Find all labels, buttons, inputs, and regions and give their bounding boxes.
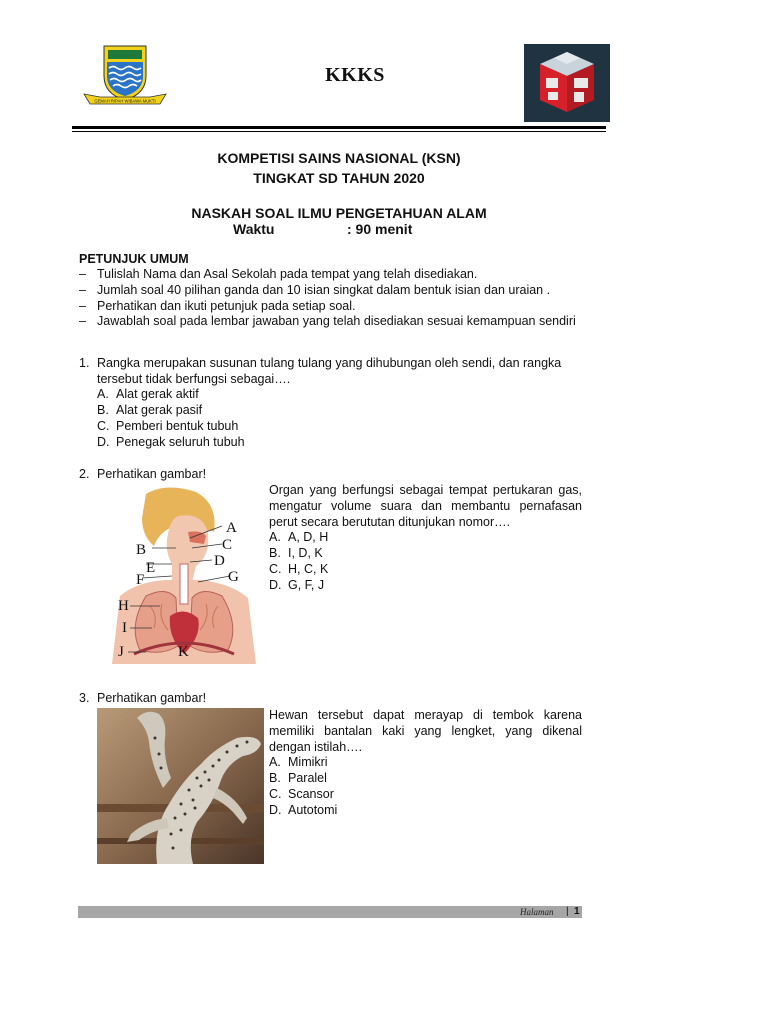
figure-label-I: I bbox=[122, 620, 127, 636]
figure-label-F: F bbox=[136, 572, 145, 588]
header-title: KKKS bbox=[325, 64, 385, 86]
page-number: 1 bbox=[574, 906, 580, 917]
option-text: Penegak seluruh tubuh bbox=[116, 435, 245, 449]
option-key: B. bbox=[269, 546, 281, 560]
option-text: A, D, H bbox=[288, 530, 329, 544]
instruction-text: Jumlah soal 40 pilihan ganda dan 10 isian singkat dalam bentuk isian dan uraian . bbox=[97, 283, 551, 297]
option-key: D. bbox=[269, 803, 282, 817]
answer-option[interactable] bbox=[269, 578, 324, 592]
exam-level: TINGKAT SD TAHUN 2020 bbox=[253, 170, 425, 186]
question-text: Rangka merupakan susunan tulang tulang yang dihubungan oleh sendi, dan rangka tersebut tidak berfungsi sebagai…. bbox=[97, 356, 562, 386]
option-text: I, D, K bbox=[288, 546, 323, 560]
answer-option[interactable] bbox=[97, 387, 199, 401]
option-text: Alat gerak aktif bbox=[116, 387, 199, 401]
figure-label-J: J bbox=[118, 644, 124, 660]
option-text: Autotomi bbox=[288, 803, 338, 817]
instruction-text: Tulislah Nama dan Asal Sekolah pada tempat yang telah disediakan. bbox=[97, 267, 478, 281]
time-value: : 90 menit bbox=[347, 221, 413, 237]
instruction-item: – Perhatikan dan ikuti petunjuk pada setiap soal. bbox=[79, 298, 583, 314]
footer-page-label: Halaman bbox=[520, 907, 554, 917]
instruction-item: – Jumlah soal 40 pilihan ganda dan 10 isian singkat dalam bentuk isian dan uraian . bbox=[79, 282, 583, 298]
answer-option[interactable] bbox=[269, 787, 334, 801]
option-key: A. bbox=[269, 530, 281, 544]
instruction-item: – Tulislah Nama dan Asal Sekolah pada tempat yang telah disediakan. bbox=[79, 266, 583, 282]
answer-option[interactable] bbox=[97, 435, 245, 449]
respiratory-system-image bbox=[106, 486, 262, 664]
option-text: Scansor bbox=[288, 787, 334, 801]
footer-separator: | bbox=[566, 906, 569, 917]
footer-bar bbox=[78, 906, 582, 918]
answer-option[interactable] bbox=[269, 771, 327, 785]
answer-option[interactable] bbox=[269, 562, 328, 576]
logo-motto-text: GEMAH RIPAH WIBAWA MUKTI bbox=[94, 98, 156, 104]
option-key: C. bbox=[269, 787, 282, 801]
option-key: B. bbox=[269, 771, 281, 785]
question-prompt: Perhatikan gambar! bbox=[97, 467, 207, 481]
exam-title: KOMPETISI SAINS NASIONAL (KSN) bbox=[217, 150, 461, 166]
instruction-text: Jawablah soal pada lembar jawaban yang telah disediakan sesuai kemampuan sendiri bbox=[97, 314, 576, 328]
option-key: C. bbox=[97, 419, 110, 433]
question-number: 1. bbox=[79, 356, 90, 370]
subject-title: NASKAH SOAL ILMU PENGETAHUAN ALAM bbox=[191, 205, 487, 221]
figure-label-D: D bbox=[214, 553, 225, 569]
cube-logo bbox=[524, 44, 610, 122]
question-number: 2. bbox=[79, 467, 90, 481]
instruction-item: – Jawablah soal pada lembar jawaban yang telah disediakan sesuai kemampuan sendiri bbox=[79, 313, 583, 329]
instructions-heading: PETUNJUK UMUM bbox=[79, 252, 189, 266]
figure-label-G: G bbox=[228, 569, 239, 585]
answer-option[interactable] bbox=[269, 530, 328, 544]
answer-option[interactable] bbox=[97, 419, 238, 433]
answer-option[interactable] bbox=[269, 755, 328, 769]
option-text: Alat gerak pasif bbox=[116, 403, 203, 417]
figure-label-A: A bbox=[226, 520, 237, 536]
instruction-text: Perhatikan dan ikuti petunjuk pada setiap soal. bbox=[97, 299, 356, 313]
answer-option[interactable] bbox=[269, 546, 323, 560]
header-rule bbox=[72, 126, 606, 129]
option-text: G, F, J bbox=[288, 578, 325, 592]
time-label: Waktu bbox=[233, 221, 275, 237]
option-key: B. bbox=[97, 403, 109, 417]
header-rule-thin bbox=[72, 131, 606, 132]
option-text: H, C, K bbox=[288, 562, 329, 576]
question-prompt: Perhatikan gambar! bbox=[97, 691, 207, 705]
city-emblem-logo bbox=[80, 42, 170, 108]
time-row bbox=[233, 221, 412, 237]
figure-label-K: K bbox=[178, 644, 189, 660]
option-text: Pemberi bentuk tubuh bbox=[116, 419, 239, 433]
option-text: Mimikri bbox=[288, 755, 328, 769]
question-number: 3. bbox=[79, 691, 90, 705]
option-key: C. bbox=[269, 562, 282, 576]
question-text: Organ yang berfungsi sebagai tempat pertukaran gas, mengatur volume suara dan membantu pernafasan perut secara berututan ditunjukan nomor…. bbox=[269, 483, 582, 529]
figure-label-B: B bbox=[136, 542, 147, 558]
option-key: A. bbox=[269, 755, 281, 769]
figure-label-E: E bbox=[146, 560, 156, 576]
figure-label-C: C bbox=[222, 537, 233, 553]
option-key: A. bbox=[97, 387, 109, 401]
option-text: Paralel bbox=[288, 771, 327, 785]
answer-option[interactable] bbox=[269, 803, 337, 817]
option-key: D. bbox=[269, 578, 282, 592]
option-key: D. bbox=[97, 435, 110, 449]
question-text: Hewan tersebut dapat merayap di tembok karena memiliki bantalan kaki yang lengket, yang dikenal dengan istilah…. bbox=[269, 708, 582, 754]
answer-option[interactable] bbox=[97, 403, 202, 417]
figure-label-H: H bbox=[118, 598, 129, 614]
gecko-photo bbox=[97, 708, 264, 864]
